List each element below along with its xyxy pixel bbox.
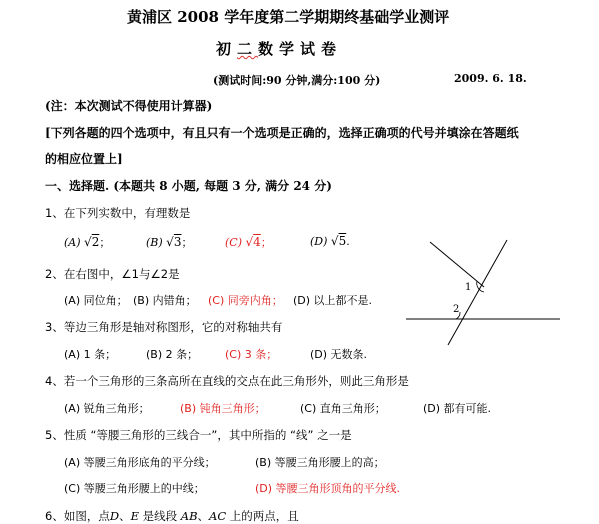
subtitle-prefix: 初: [216, 40, 238, 58]
q2-option-c: (C) 同旁内角；: [208, 294, 283, 307]
transversal-line-b: [448, 240, 507, 345]
angle-1-label: 1: [465, 282, 472, 293]
q5-option-b: (B) 等腰三角形腰上的高；: [255, 456, 385, 469]
angle-figure: [400, 228, 570, 353]
q5-option-d: (D) 等腰三角形顶角的平分线.: [255, 482, 401, 495]
question-5-stem: 5、性质 “等腰三角形的三线合一”，其中所指的 “线” 之一是: [45, 428, 352, 442]
question-6-stem: 6、如图，点D、E 是线段 AB、AC 上的两点，且: [45, 509, 299, 523]
q4-option-b: (B) 钝角三角形；: [180, 402, 266, 415]
question-1-stem: 1、在下列实数中，有理数是: [45, 206, 191, 220]
transversal-line-a: [430, 242, 484, 287]
q5-option-c: (C) 等腰三角形腰上的中线；: [64, 482, 205, 495]
subtitle-grade: 二: [237, 40, 259, 58]
instruction-line-2: 的相应位置上]: [45, 152, 123, 166]
q4-option-a: (A) 锐角三角形；: [64, 402, 150, 415]
q1-option-d: (D) √5.: [310, 234, 350, 248]
section-title: 一、选择题. (本题共 8 小题, 每题 3 分, 满分 24 分): [45, 179, 332, 193]
q3-option-c: (C) 3 条；: [225, 348, 278, 361]
q1-option-c: (C) √4；: [225, 235, 272, 249]
q1-option-b: (B) √3；: [146, 235, 193, 249]
q4-option-d: (D) 都有可能.: [423, 402, 492, 415]
q1-option-a: (A) √2；: [64, 235, 111, 249]
exam-title: 黄浦区 2008 学年度第二学期期终基础学业测评: [127, 8, 450, 26]
exam-subtitle: [216, 38, 342, 59]
question-4-stem: 4、若一个三角形的三条高所在直线的交点在此三角形外，则此三角形是: [45, 374, 409, 388]
q3-option-a: (A) 1 条；: [64, 348, 117, 361]
q5-option-a: (A) 等腰三角形底角的平分线；: [64, 456, 216, 469]
question-2-stem: 2、在右图中，∠1与∠2是: [45, 267, 180, 281]
exam-date: 2009. 6. 18.: [454, 72, 527, 85]
angle-2-label: 2: [453, 304, 460, 315]
exam-info: (测试时间:90 分钟,满分:100 分): [213, 74, 381, 87]
q4-option-c: (C) 直角三角形；: [300, 402, 386, 415]
question-3-stem: 3、等边三角形是轴对称图形，它的对称轴共有: [45, 320, 283, 334]
calculator-note: (注：本次测试不得使用计算器): [45, 99, 213, 113]
subtitle-rest: 数学试卷: [258, 40, 343, 58]
q2-option-a: (A) 同位角；: [64, 294, 128, 307]
q3-option-b: (B) 2 条；: [146, 348, 199, 361]
q2-option-d: (D) 以上都不是.: [293, 294, 373, 307]
q2-option-b: (B) 内错角；: [133, 294, 197, 307]
q3-option-d: (D) 无数条.: [310, 348, 368, 361]
instruction-line-1: [下列各题的四个选项中，有且只有一个选项是正确的，选择正确项的代号并填涂在答题纸: [45, 126, 519, 140]
